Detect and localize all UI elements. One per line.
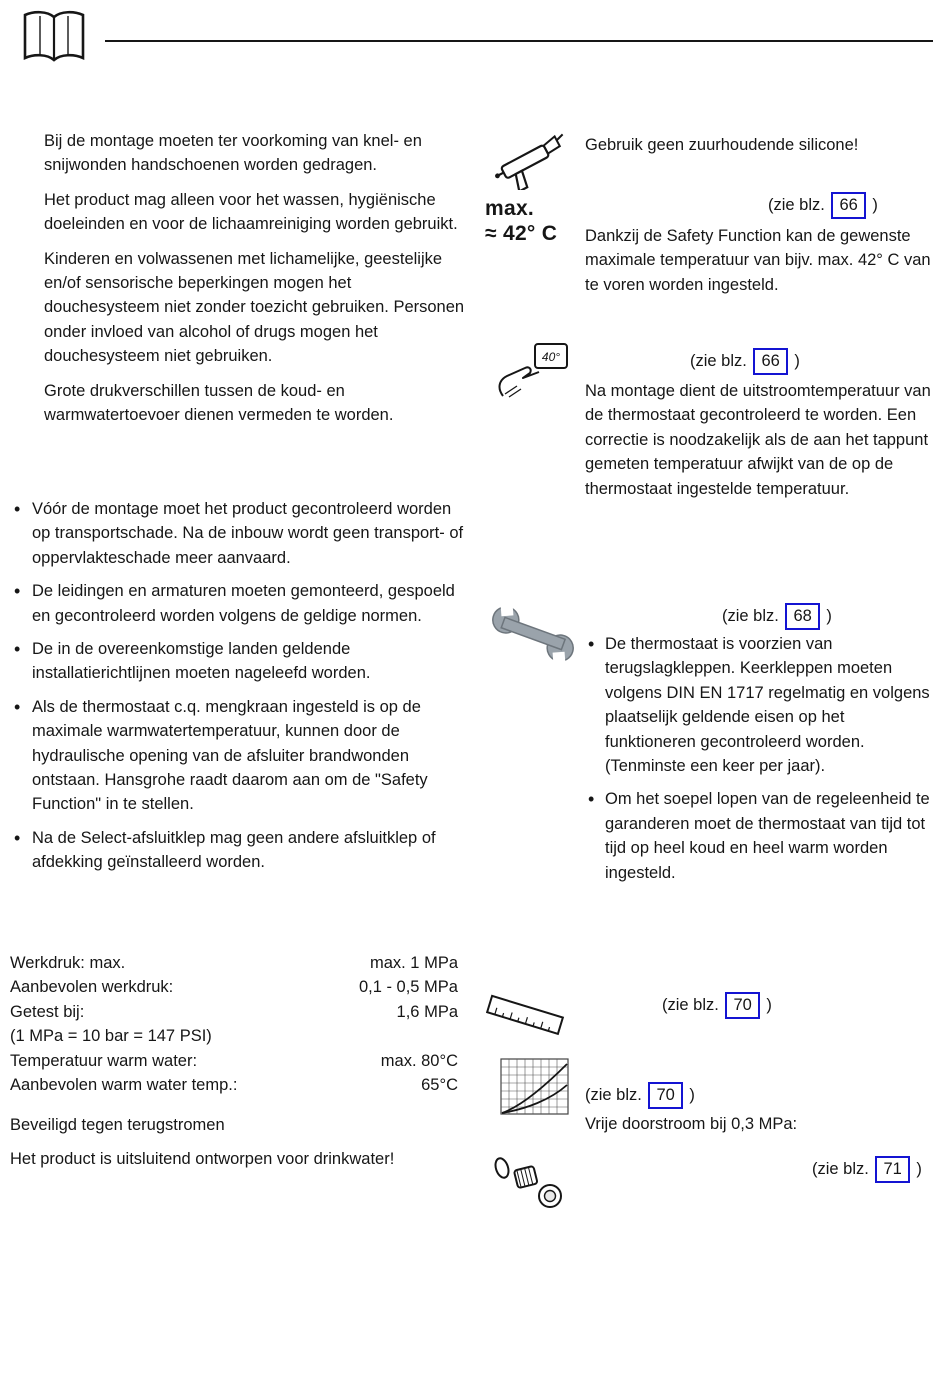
safety-paragraph: Het product mag alleen voor het wassen, hygiënische doeleinden en voor de lichaamreiniging worden gebruikt.: [44, 190, 458, 234]
open-book-icon: [20, 8, 88, 66]
instruction-bullet: • De leidingen en armaturen moeten gemonteerd, gespoeld en gecontroleerd worden volgens de geldige normen.: [12, 579, 468, 628]
spec-row: [10, 1049, 458, 1073]
ref-suffix: ): [872, 196, 878, 214]
page-link-66[interactable]: 66: [831, 192, 865, 219]
page-ref-maintenance: [722, 603, 832, 630]
spec-value: 0,1 - 0,5 MPa: [358, 978, 458, 997]
safety-paragraph: Kinderen en volwassenen met lichamelijke, geestelijke en/of sensorische beperkingen mogen het douchesysteem niet zonder toezicht gebruiken. Personen onder invloed van alcohol of drugs mogen het douchesysteem niet gebruiken.: [44, 249, 465, 366]
ref-prefix: (zie blz.: [585, 1086, 642, 1104]
installation-bullet-list: [12, 497, 468, 884]
svg-text:40°: 40°: [541, 350, 561, 364]
page-link-70b[interactable]: 70: [648, 1082, 682, 1109]
safety-paragraph: Bij de montage moeten ter voorkoming van knel- en snijwonden handschoenen worden gedragen.: [44, 132, 422, 175]
page-link-68[interactable]: 68: [785, 603, 819, 630]
spec-row: [10, 1000, 458, 1024]
page-ref-flow: [585, 1082, 695, 1109]
instruction-bullet: • Als de thermostaat c.q. mengkraan ingesteld is op de maximale warmwatertemperatuur, kunnen door de hydraulische opening van de afsluiter brandwonden ontstaan. Hansgrohe raadt daarom aan om de "Safety Function" in te stellen.: [12, 695, 468, 817]
ref-suffix: ): [766, 996, 772, 1014]
ref-suffix: ): [826, 607, 832, 625]
flow-text: Vrije doorstroom bij 0,3 MPa:: [585, 1115, 798, 1133]
max-temp-value: ≈ 42° C: [485, 222, 558, 245]
page-link-71[interactable]: 71: [875, 1156, 909, 1183]
silicone-warning: Gebruik geen zuurhoudende silicone!: [585, 136, 859, 154]
page-link-70[interactable]: 70: [725, 992, 759, 1019]
spec-value: max. 1 MPa: [369, 954, 458, 972]
temperature-check-text: Na montage dient de uitstroomtemperatuur van de thermostaat gecontroleerd te worden. Een correctie is noodzakelijk als de aan het tappunt gemeten temperatuur afwijkt van de op de thermostaat ingestelde temperatuur.: [585, 382, 931, 498]
safety-paragraph: Grote drukverschillen tussen de koud- en warmwatertoevoer dienen vermeden te worden.: [44, 381, 394, 425]
page-ref-check: [690, 348, 800, 375]
spec-value: 65°C: [421, 1076, 458, 1095]
spec-value: 1,6 MPa: [396, 1002, 458, 1021]
ref-prefix: (zie blz.: [662, 996, 719, 1014]
ref-suffix: ): [794, 352, 800, 370]
maintenance-bullet-list: [588, 632, 938, 894]
spec-label: Getest bij:: [10, 1002, 85, 1021]
page-ref-spareparts: [812, 1156, 922, 1183]
header-rule: [105, 40, 933, 42]
ref-suffix: ): [689, 1086, 695, 1104]
ref-prefix: (zie blz.: [722, 607, 779, 625]
safety-function-text: Dankzij de Safety Function kan de gewenste maximale temperatuur van bijv. max. 42° C van te voren worden ingesteld.: [585, 227, 931, 294]
spec-row: [10, 1024, 458, 1048]
spec-label: Temperatuur warm water:: [10, 1051, 198, 1070]
ref-prefix: (zie blz.: [690, 352, 747, 370]
flow-chart-icon: [500, 1058, 570, 1116]
max-temp-label: max.: [485, 197, 535, 220]
maintenance-bullet: • De thermostaat is voorzien van terugslagkleppen. Keerkleppen moeten volgens DIN EN 1717 regelmatig en volgens plaatselijk geldende eisen op het funktioneren gecontroleerd worden. (Tenminste een keer per jaar).: [588, 632, 938, 778]
maintenance-bullet: • Om het soepel lopen van de regeleenheid te garanderen moet de thermostaat van tijd tot tijd op heel koud en heel warm worden ingesteld.: [588, 787, 938, 885]
spec-value: max. 80°C: [380, 1051, 458, 1070]
spec-label: Werkdruk: max.: [10, 954, 126, 972]
spec-row: [10, 1073, 458, 1097]
page-link-66b[interactable]: 66: [753, 348, 787, 375]
spare-parts-icon: [490, 1152, 570, 1214]
page-ref-safety: [768, 192, 878, 219]
instruction-bullet: • De in de overeenkomstige landen geldende installatierichtlijnen moeten nageleefd worden.: [12, 637, 468, 686]
hand-thermostat-icon: [495, 342, 573, 400]
page-ref-dimensions: [662, 992, 772, 1019]
instruction-bullet: • Vóór de montage moet het product gecontroleerd worden op transportschade. Na de inbouw wordt geen transport- of oppervlakteschade meer aanvaard.: [12, 497, 468, 570]
backflow-note: Beveiligd tegen terugstromen: [10, 1116, 225, 1134]
instruction-bullet: • Na de Select-afsluitklep mag geen andere afsluitklep of afdekking geïnstalleerd worden.: [12, 826, 468, 875]
wrench-icon: [487, 606, 579, 662]
drinkwater-note: Het product is uitsluitend ontworpen voor drinkwater!: [10, 1150, 395, 1168]
spec-row: [10, 975, 458, 999]
ref-prefix: (zie blz.: [812, 1160, 869, 1178]
spec-row: [10, 951, 458, 975]
ref-suffix: ): [916, 1160, 922, 1178]
safety-paragraphs: [44, 129, 468, 437]
spec-label: Aanbevolen warm water temp.:: [10, 1076, 238, 1095]
spec-label: Aanbevolen werkdruk:: [10, 978, 174, 997]
technical-specs-table: [10, 951, 458, 1097]
spec-label: (1 MPa = 10 bar = 147 PSI): [10, 1027, 212, 1046]
ref-prefix: (zie blz.: [768, 196, 825, 214]
caulk-gun-icon: [492, 128, 572, 190]
ruler-icon: [486, 990, 570, 1048]
